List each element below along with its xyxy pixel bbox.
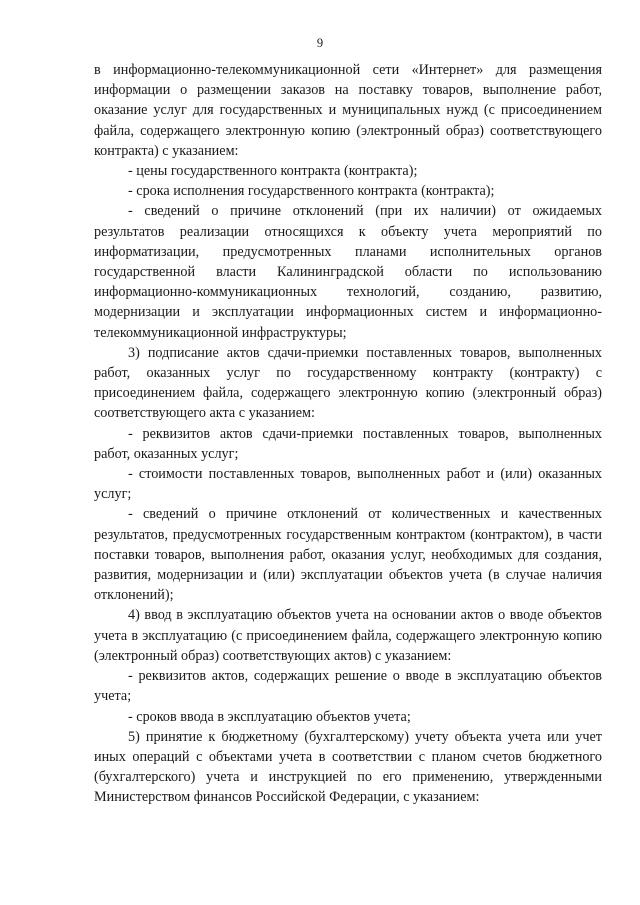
list-item-commissioning-terms: - сроков ввода в эксплуатацию объектов учета;	[128, 708, 411, 725]
document-body	[94, 60, 602, 808]
list-item-commissioning-acts: - реквизитов актов, содержащих решение о вводе в эксплуатацию объектов учета;	[94, 668, 602, 705]
paragraph-item-5: 5) принятие к бюджетному (бухгалтерскому) учету объекта учета или учет иных операций с объектами учета в соответствии с планом счетов бюджетного (бухгалтерского) учета и инструкцией по его применению, утвержденными Министерством финансов Российской Федерации, с указанием:	[94, 728, 602, 806]
list-item-contract-term: - срока исполнения государственного контракта (контракта);	[128, 183, 495, 200]
list-item-deviation-reasons: - сведений о причине отклонений (при их наличии) от ожидаемых результатов реализации относящихся к объекту учета мероприятий по информатизации, предусмотренных планами исполнительных органов государственной власти Калининградской области по использованию информационно-коммуникационных технологий, созданию, развитию, модернизации и эксплуатации информационных систем и информационно-телекоммуникационной инфраструктуры;	[94, 203, 602, 341]
page-number: 9	[316, 36, 324, 50]
list-item-contract-price: - цены государственного контракта (контракта);	[128, 163, 418, 180]
list-item-acceptance-acts: - реквизитов актов сдачи-приемки поставленных товаров, выполненных работ, оказанных услуг;	[94, 425, 602, 462]
list-item-cost: - стоимости поставленных товаров, выполненных работ и (или) оказанных услуг;	[94, 466, 602, 503]
paragraph-continuation: в информационно-телекоммуникационной сети «Интернет» для размещения информации о размещении заказов на поставку товаров, выполнение работ, оказание услуг для государственных и муниципальных нужд (с присоединением файла, содержащего электронную копию (электронный образ) соответствующего контракта) с указанием:	[94, 62, 602, 159]
paragraph-item-4: 4) ввод в эксплуатацию объектов учета на основании актов о вводе объектов учета в эксплуатацию (с присоединением файла, содержащего электронную копию (электронный образ) соответствующих актов) с указанием:	[94, 607, 602, 664]
paragraph-item-3: 3) подписание актов сдачи-приемки поставленных товаров, выполненных работ, оказанных услуг по государственному контракту (контракту) с присоединением файла, содержащего электронную копию (электронный образ) соответствующего акта с указанием:	[94, 344, 602, 422]
list-item-quantitative-deviations: - сведений о причине отклонений от количественных и качественных результатов, предусмотренных государственным контрактом (контрактом), в части поставки товаров, выполнения работ, оказания услуг, необходимых для создания, развития, модернизации и (или) эксплуатации объектов учета (в случае наличия отклонений);	[94, 506, 602, 604]
